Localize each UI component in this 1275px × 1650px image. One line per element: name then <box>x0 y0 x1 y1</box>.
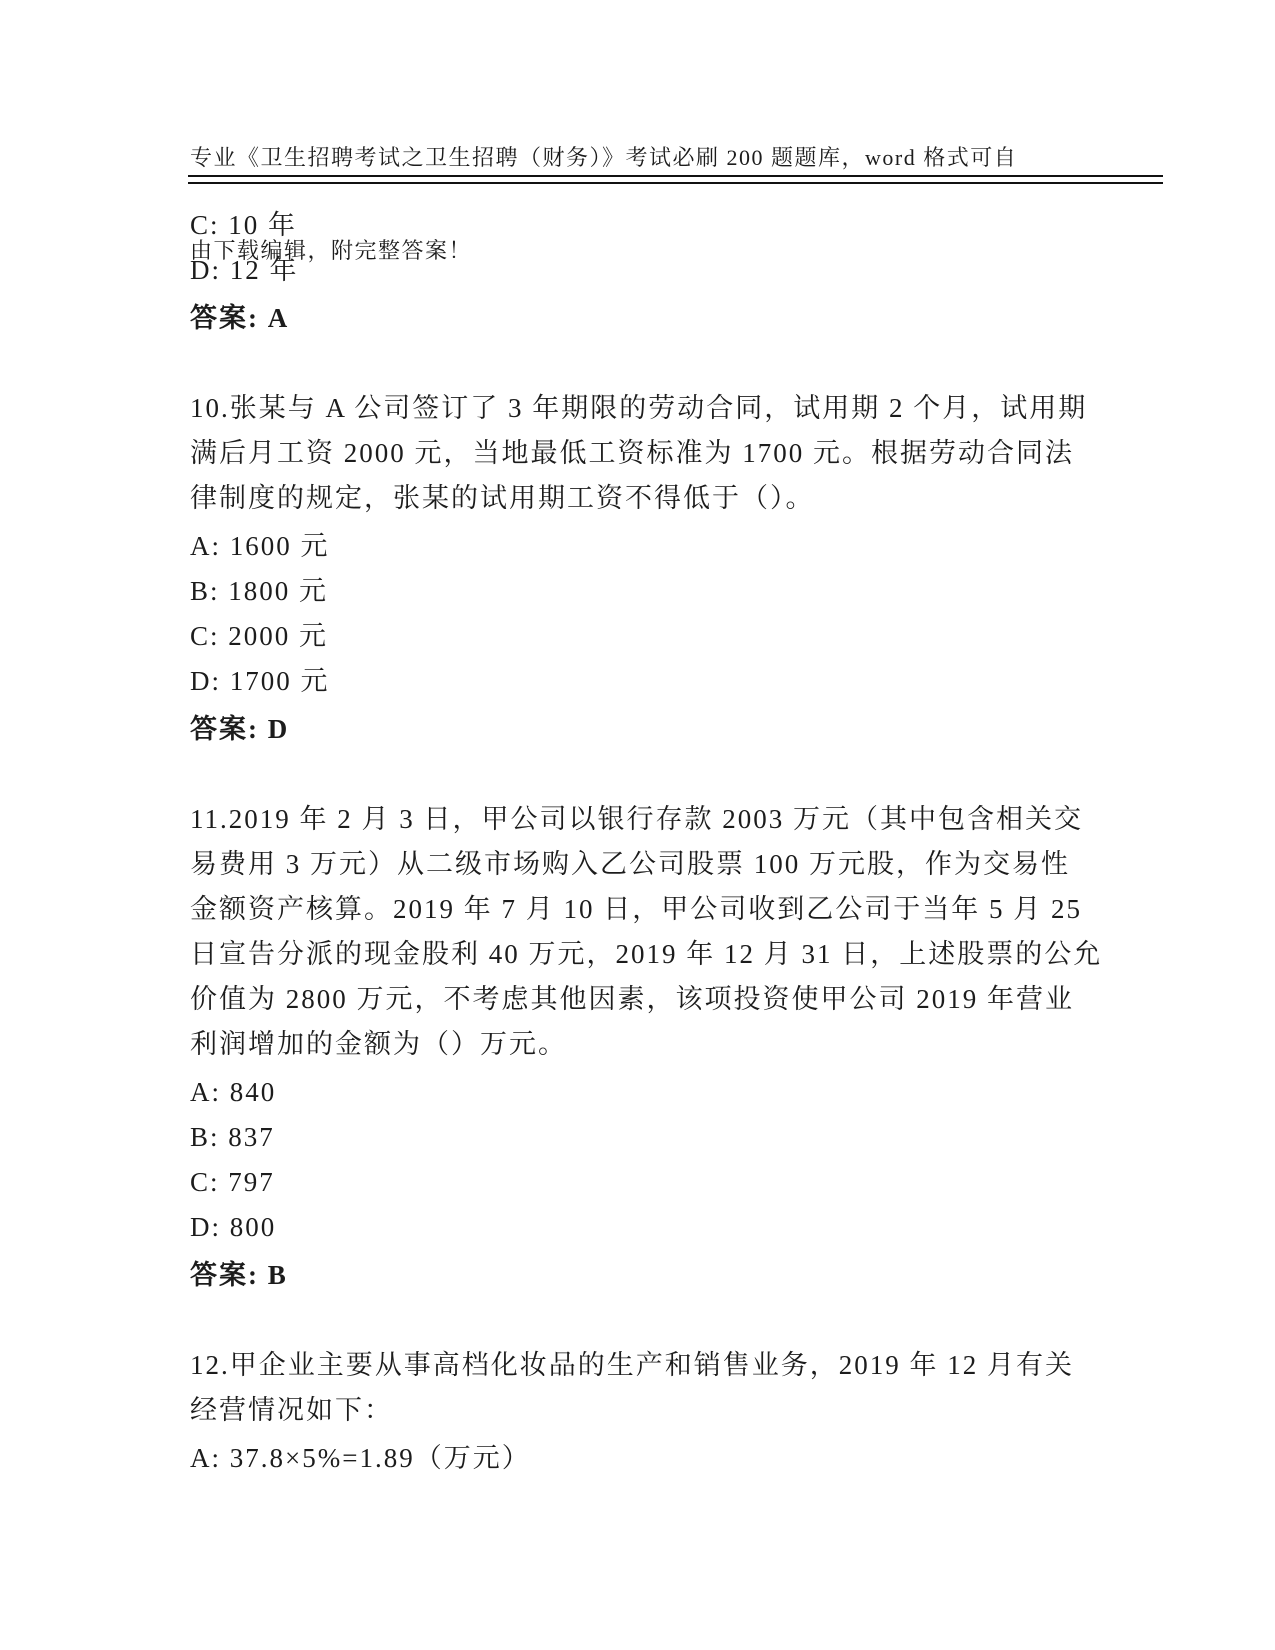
option-line: A: 1600 元 <box>190 531 330 561</box>
document-body <box>190 203 1110 1481</box>
question-line: 经营情况如下： <box>190 1395 393 1425</box>
option-line: C: 797 <box>190 1167 275 1197</box>
option-line: A: 37.8×5%=1.89（万元） <box>190 1443 531 1473</box>
question-line: 金额资产核算。2019 年 7 月 10 日，甲公司收到乙公司于当年 5 月 25 <box>190 894 1082 924</box>
answer-line: 答案: D <box>190 714 290 744</box>
question-line: 11.2019 年 2 月 3 日，甲公司以银行存款 2003 万元（其中包含相关交 <box>190 804 1083 834</box>
option-line: B: 837 <box>190 1122 275 1152</box>
question-line: 价值为 2800 万元，不考虑其他因素，该项投资使甲公司 2019 年营业 <box>190 984 1074 1014</box>
question-paragraph <box>190 386 1110 521</box>
question-line: 日宣告分派的现金股利 40 万元，2019 年 12 月 31 日，上述股票的公允 <box>190 939 1103 969</box>
option-line: D: 800 <box>190 1212 277 1242</box>
option-line: C: 10 年 <box>190 210 298 240</box>
option-line: C: 2000 元 <box>190 621 329 651</box>
option-line: B: 1800 元 <box>190 576 329 606</box>
answer-line: 答案: A <box>190 303 290 333</box>
question-paragraph <box>190 797 1110 1067</box>
question-paragraph <box>190 1343 1110 1433</box>
option-line: D: 12 年 <box>190 255 299 285</box>
option-line: A: 840 <box>190 1077 277 1107</box>
header-line: 由下载编辑，附完整答案！ <box>190 238 473 263</box>
header-line: 专业《卫生招聘考试之卫生招聘（财务）》考试必刷 200 题题库，word 格式可自 <box>190 145 1018 170</box>
question-line: 律制度的规定，张某的试用期工资不得低于（）。 <box>190 483 815 513</box>
question-line: 12.甲企业主要从事高档化妆品的生产和销售业务，2019 年 12 月有关 <box>190 1350 1074 1380</box>
question-line: 满后月工资 2000 元，当地最低工资标准为 1700 元。根据劳动合同法 <box>190 438 1074 468</box>
question-line: 易费用 3 万元）从二级市场购入乙公司股票 100 万元股，作为交易性 <box>190 849 1070 879</box>
header-divider-double-rule <box>188 175 1163 184</box>
answer-line: 答案: B <box>190 1260 288 1290</box>
question-line: 10.张某与 A 公司签订了 3 年期限的劳动合同，试用期 2 个月，试用期 <box>190 393 1088 423</box>
option-line: D: 1700 元 <box>190 666 330 696</box>
question-line: 利润增加的金额为（）万元。 <box>190 1029 567 1059</box>
